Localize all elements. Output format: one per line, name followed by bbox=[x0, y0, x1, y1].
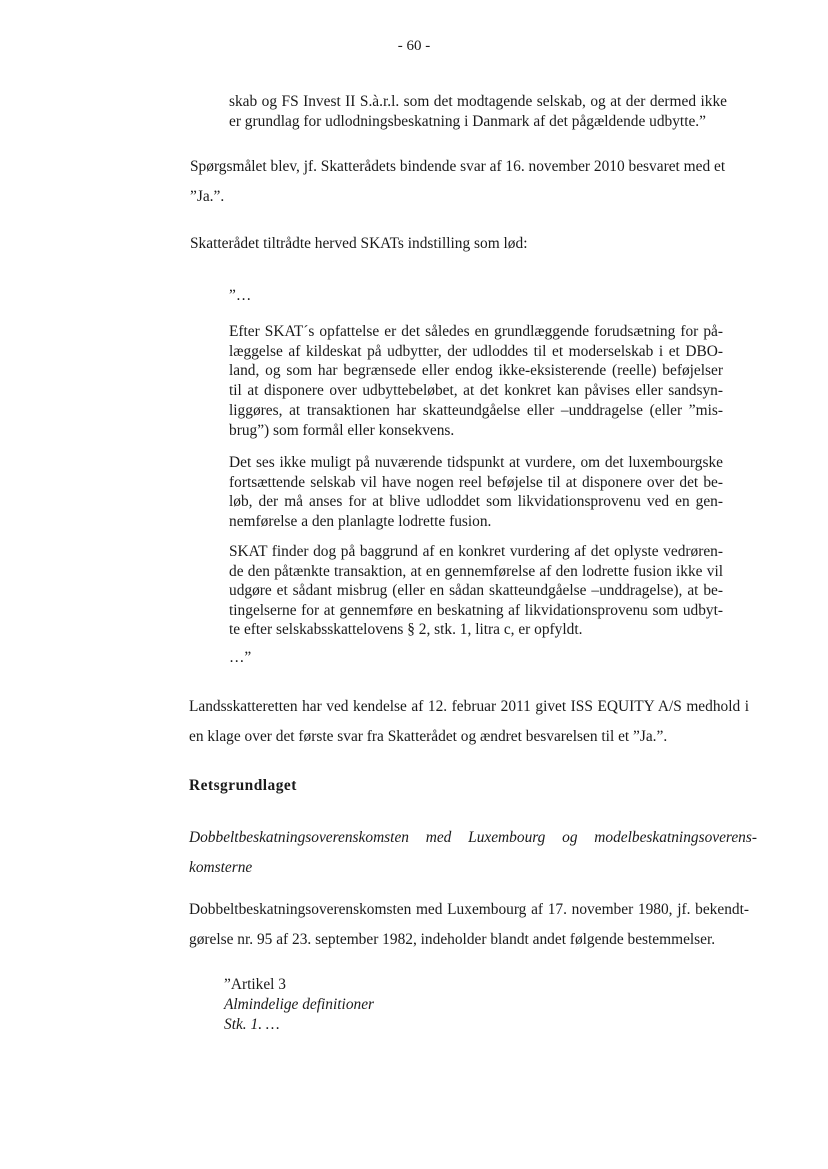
paragraph-line: en klage over det første svar fra Skatterådet og ændret besvarelsen til et ”Ja.”. bbox=[189, 728, 668, 745]
quote-line: læggelse af kildeskat på udbytter, der udloddes til et moderselskab i et DBO- bbox=[229, 342, 723, 360]
paragraph-intro: Skatterådet tiltrådte herved SKATs indstilling som lød: bbox=[190, 235, 528, 252]
quote-line: nemførelse a den planlagte lodrette fusion. bbox=[229, 512, 492, 530]
quote-paragraph bbox=[229, 322, 723, 440]
paragraph-landsskatteretten bbox=[189, 692, 749, 752]
paragraph-line: ”Ja.”. bbox=[190, 188, 225, 205]
article-number: ”Artikel 3 bbox=[224, 976, 286, 993]
quote-line: løb, der må anses for at blive udloddet som likvidationsprovenu ved en gen- bbox=[229, 493, 723, 510]
quote-line: skab og FS Invest II S.à.r.l. som det modtagende selskab, og at der dermed ikke bbox=[229, 93, 727, 110]
section-heading: Retsgrundlaget bbox=[189, 777, 297, 794]
quote-line: Det ses ikke muligt på nuværende tidspunkt at vurdere, om det luxembourgske bbox=[229, 454, 723, 471]
paragraph-line: Dobbeltbeskatningsoverenskomsten med Luxembourg af 17. november 1980, jf. bekendt- bbox=[189, 901, 749, 918]
quote-line: brug”) som formål eller konsekvens. bbox=[229, 421, 455, 439]
paragraph-line: Spørgsmålet blev, jf. Skatterådets bindende svar af 16. november 2010 besvaret med et bbox=[190, 158, 726, 175]
quote-line: SKAT finder dog på baggrund af en konkret vurdering af det oplyste vedrøren- bbox=[229, 543, 723, 560]
quote-line: tingelserne for at gennemføre en beskatning af likvidationsprovenu som udbyt- bbox=[229, 601, 723, 619]
subsection-heading-line: komsterne bbox=[189, 859, 253, 876]
quote-line: Efter SKAT´s opfattelse er det således en grundlæggende forudsætning for på- bbox=[229, 323, 723, 340]
quote-line: land, og som har begrænsede eller endog ikke-eksisterende (reelle) beføjelser bbox=[229, 362, 723, 380]
quote-line: liggøres, at transaktionen har skatteundgåelse eller –unddragelse (eller ”mis- bbox=[229, 401, 723, 419]
subsection-heading bbox=[189, 823, 757, 883]
paragraph-question bbox=[190, 152, 725, 212]
quote-line: te efter selskabsskattelovens § 2, stk. 1, litra c, er opfyldt. bbox=[229, 621, 583, 638]
subsection-heading-line: Dobbeltbeskatningsoverenskomsten med Luxembourg og modelbeskatningsoverens- bbox=[189, 829, 757, 846]
paragraph-dbo bbox=[189, 895, 749, 955]
paragraph-line: gørelse nr. 95 af 23. september 1982, indeholder blandt andet følgende bestemmelser. bbox=[189, 931, 716, 948]
quote-paragraph bbox=[229, 453, 723, 531]
quote-line: udgøre et sådant misbrug (eller en sådan skatteundgåelse –unddragelse), at be- bbox=[229, 582, 723, 599]
article-title: Almindelige definitioner bbox=[224, 996, 375, 1013]
page-number: - 60 - bbox=[397, 38, 431, 54]
article-stk: Stk. 1. … bbox=[224, 1016, 280, 1033]
quote-close-mark: …” bbox=[229, 649, 252, 666]
quote-line: er grundlag for udlodningsbeskatning i Danmark af det pågældende udbytte.” bbox=[229, 113, 706, 130]
quote-line: de den påtænkte transaktion, at en gennemførelse af den lodrette fusion ikke vil bbox=[229, 562, 723, 580]
quote-line: fortsættende selskab vil have nogen reel beføjelse til at disponere over det be- bbox=[229, 473, 723, 491]
quote-line: til at disponere over udbyttebeløbet, at det konkret kan påvises eller sandsyn- bbox=[229, 382, 723, 400]
quote-paragraph bbox=[229, 542, 723, 640]
article-quote bbox=[224, 975, 374, 1035]
quote-continuation bbox=[229, 92, 727, 132]
quote-open-mark: ”… bbox=[229, 287, 252, 304]
paragraph-line: Landsskatteretten har ved kendelse af 12. februar 2011 givet ISS EQUITY A/S medhold i bbox=[189, 698, 749, 715]
